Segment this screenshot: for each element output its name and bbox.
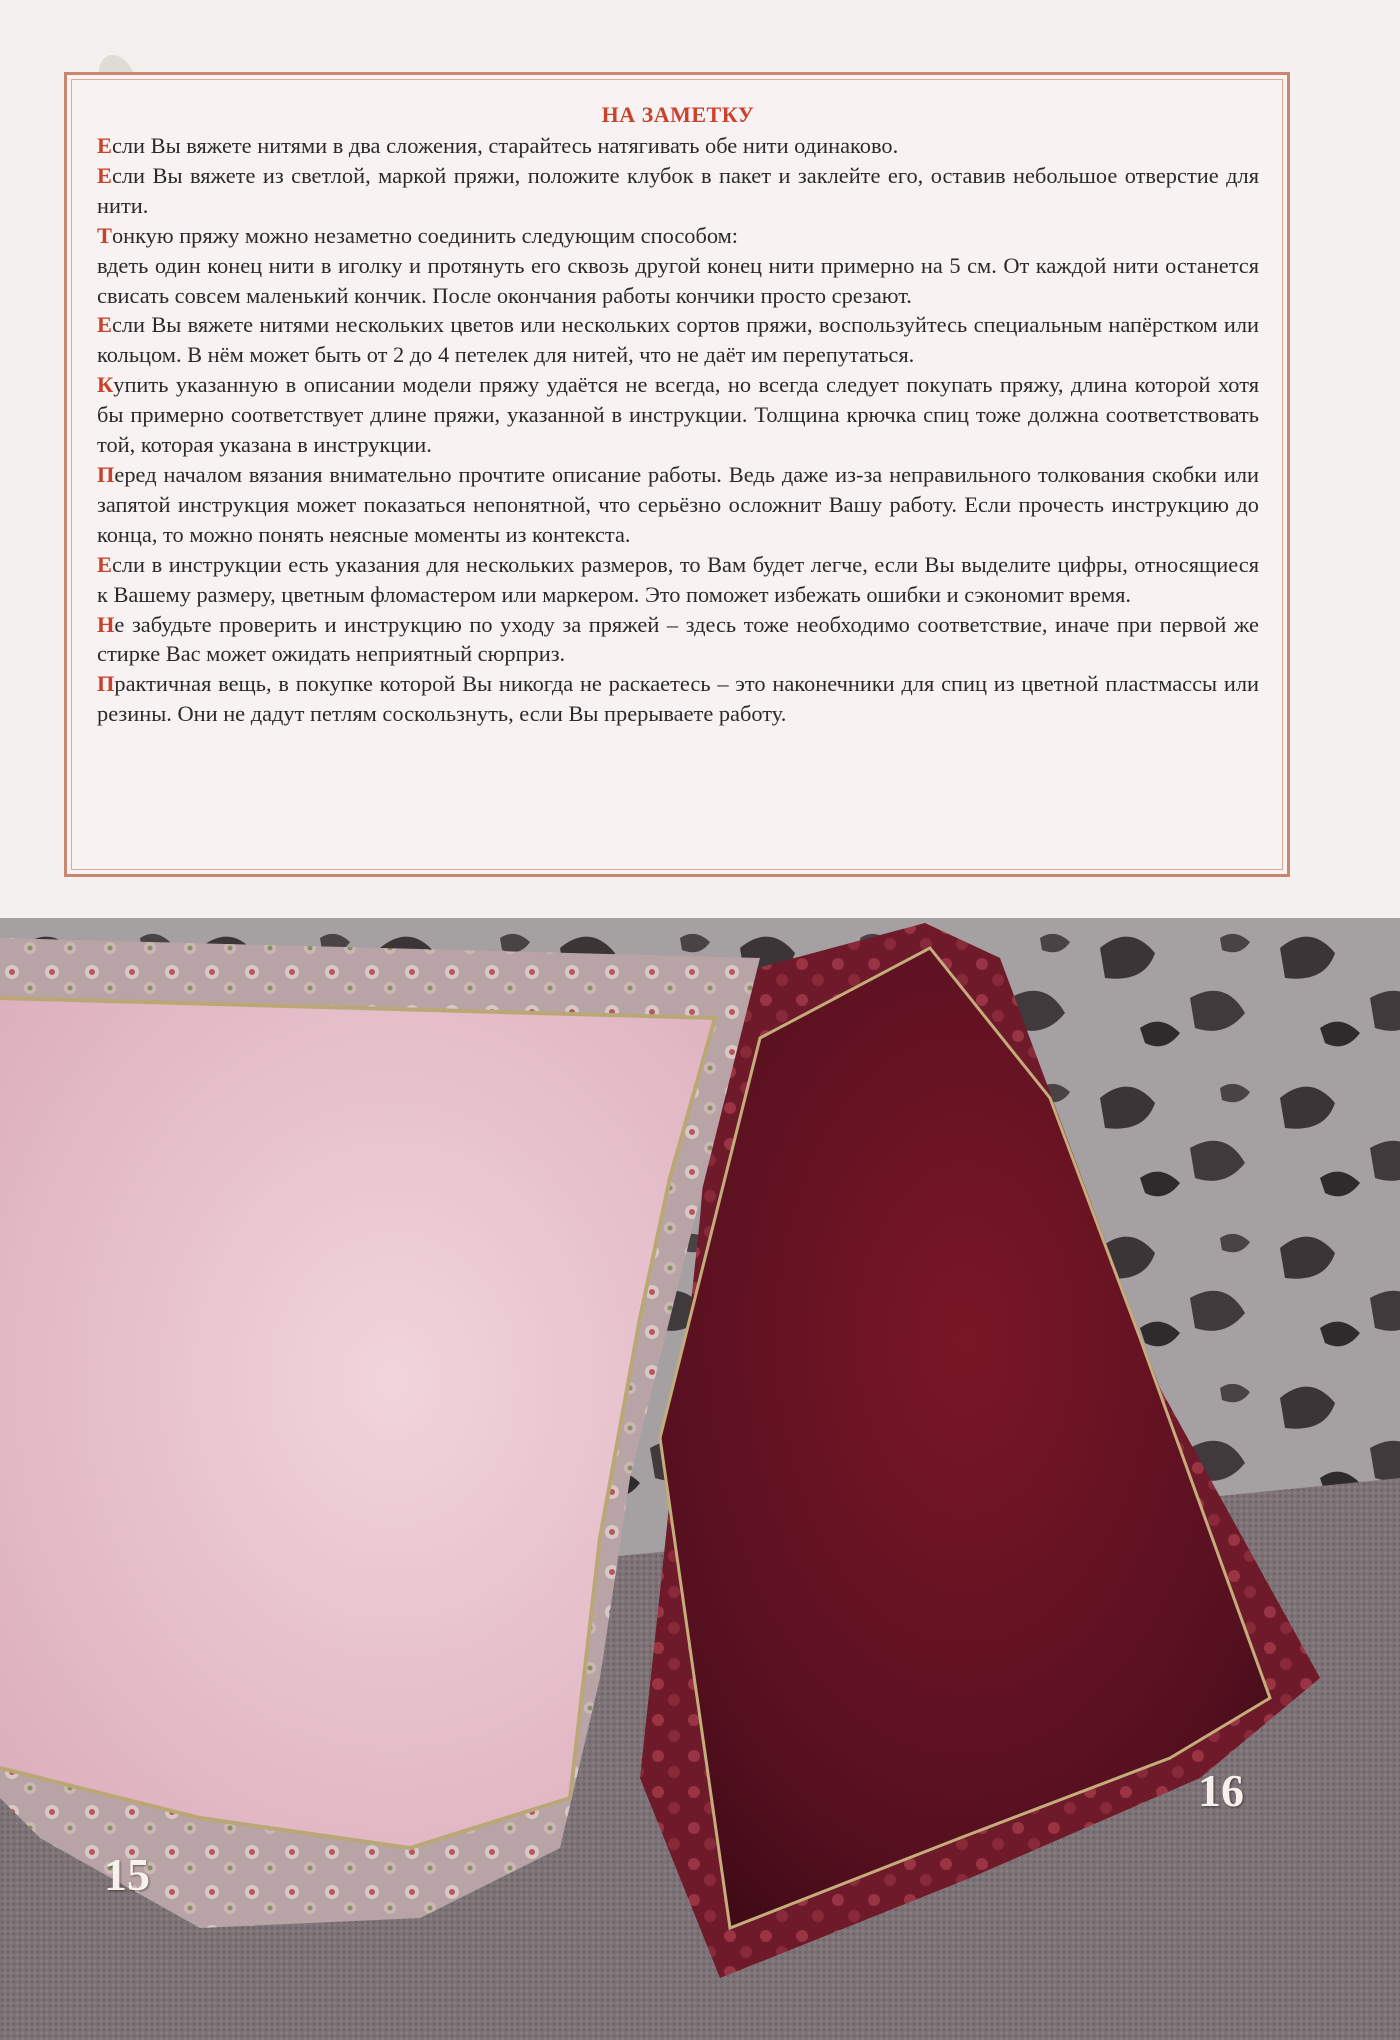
initial-letter: Е (97, 312, 112, 338)
note-body (97, 131, 1259, 729)
initial-letter: К (97, 372, 114, 398)
paragraph-text: сли Вы вяжете нитями в два сложения, старайтесь натягивать обе нити одинаково. (111, 133, 899, 158)
photo-number-16: 16 (1198, 1765, 1244, 1816)
paragraph-text: рактичная вещь, в покупке которой Вы никогда не раскаетесь – это наконечники для спиц из цветной пластмассы или резины. Они не дадут петлям соскользнуть, если Вы прерываете работу. (97, 671, 1259, 727)
pillows-photo (0, 918, 1400, 2040)
note-paragraph (97, 370, 1259, 460)
note-paragraph (97, 221, 1259, 251)
note-paragraph (97, 251, 1259, 311)
initial-letter: П (97, 671, 115, 697)
note-paragraph (97, 610, 1259, 670)
paragraph-text: сли Вы вяжете из светлой, маркой пряжи, положите клубок в пакет и заклейте его, оставив небольшое отверстие для нити. (97, 162, 1259, 218)
paragraph-text: е забудьте проверить и инструкцию по уходу за пряжей – здесь тоже необходимо соответствие, иначе при первой же стирке Вас может ожидать неприятный сюрприз. (97, 611, 1259, 667)
paragraph-text: еред началом вязания внимательно прочтите описание работы. Ведь даже из-за неправильного толкования скобки или запятой инструкция может показаться непонятной, что серьёзно осложнит Вашу работу. Если прочесть инструкцию до конца, то можно понять неясные моменты из контекста. (97, 461, 1259, 547)
note-box (64, 72, 1290, 877)
initial-letter: П (97, 461, 115, 487)
paragraph-text: сли Вы вяжете нитями нескольких цветов или нескольких сортов пряжи, воспользуйтесь специальным напёрстком или кольцом. В нём может быть от 2 до 4 петелек для нитей, что не даёт им перепутаться. (97, 312, 1259, 368)
pillows-illustration (0, 918, 1400, 2040)
initial-letter: Е (97, 551, 112, 577)
initial-letter: Е (97, 162, 112, 188)
paragraph-text: упить указанную в описании модели пряжу удаётся не всегда, но всегда следует покупать пряжу, длина которой хотя бы примерно соответствует длине пряжи, указанной в инструкции. Толщина крючка спиц тоже должна соответствовать той, которая указана в инструкции. (97, 372, 1259, 458)
note-title: НА ЗАМЕТКУ (601, 102, 755, 127)
note-paragraph (97, 310, 1259, 370)
initial-letter: Н (97, 611, 115, 637)
paragraph-text: сли в инструкции есть указания для нескольких размеров, то Вам будет легче, если Вы выделите цифры, относящиеся к Вашему размеру, цветным фломастером или маркером. Это поможет избежать ошибки и сэкономит время. (97, 551, 1259, 607)
initial-letter: Т (97, 222, 112, 248)
paragraph-text: онкую пряжу можно незаметно соединить следующим способом: (111, 222, 739, 248)
initial-letter: Е (97, 133, 112, 158)
note-paragraph (97, 669, 1259, 729)
note-paragraph (97, 550, 1259, 610)
note-paragraph (97, 131, 1259, 161)
note-paragraph (97, 460, 1259, 550)
paragraph-text: вдеть один конец нити в иголку и протянуть его сквозь другой конец нити примерно на 5 см. От каждой нити останется свисать совсем маленький кончик. После окончания работы кончики просто срезают. (97, 252, 1259, 308)
photo-number-15: 15 (104, 1849, 150, 1900)
note-paragraph (97, 161, 1259, 221)
